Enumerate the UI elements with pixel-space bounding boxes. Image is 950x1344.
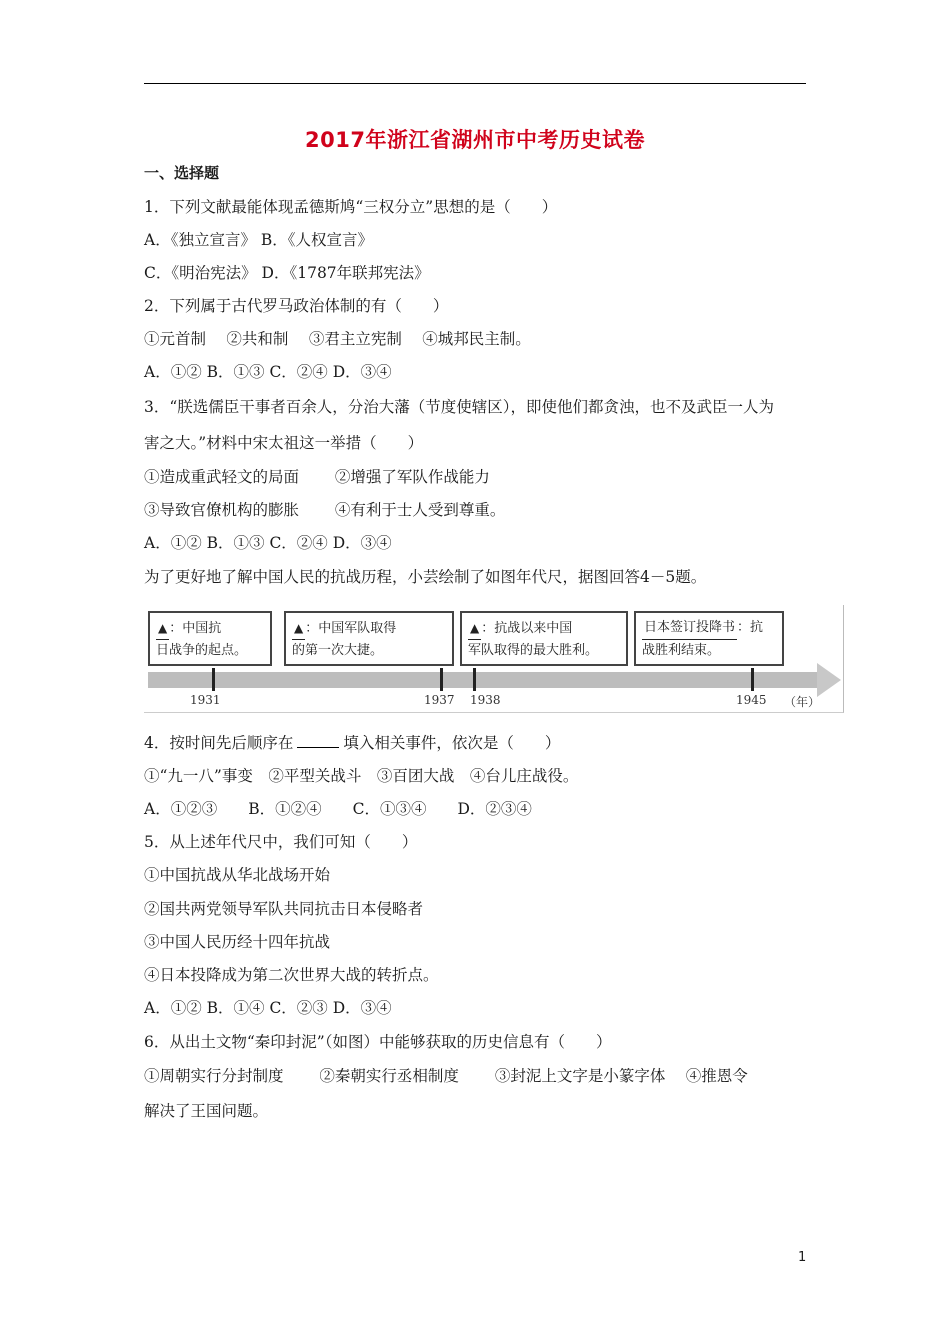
q5-statement-2: ②国共两党领导军队共同抗击日本侵略者	[144, 900, 424, 918]
timeline-intro: 为了更好地了解中国人民的抗战历程，小芸绘制了如图年代尺，据图回答4－5题。	[144, 568, 707, 586]
q5-statement-1: ①中国抗战从华北战场开始	[144, 866, 331, 884]
box-3-text-1: ：抗战以来中国	[481, 621, 573, 636]
box-1-text-2: 日战争的起点。	[156, 643, 248, 658]
tick-1938	[473, 668, 476, 691]
question-3: 3．“朕选儒臣干事者百余人，分治大藩（节度使辖区），即使他们都贪浊，也不及武臣一人为	[144, 398, 775, 416]
surrender-label: 日本签订投降书	[642, 617, 737, 640]
blank-triangle-1: ▲	[156, 617, 169, 640]
q3-statements-1: ①造成重武轻文的局面 ②增强了军队作战能力	[144, 468, 490, 486]
question-5: 5．从上述年代尺中，我们可知（ ）	[144, 833, 418, 851]
timeline-arrow-icon	[817, 663, 841, 697]
year-unit: （年）	[784, 695, 821, 709]
timeline-box-4	[634, 611, 784, 666]
q4-text-b: 填入相关事件，依次是（ ）	[343, 734, 561, 752]
tick-1931	[212, 668, 215, 691]
box-4-text-1: ：抗	[737, 620, 764, 635]
q5-options: A．①② B．①④ C．②③ D．③④	[144, 999, 392, 1017]
tick-1945	[751, 668, 754, 691]
q2-statements: ①元首制 ②共和制 ③君主立宪制 ④城邦民主制。	[144, 330, 531, 348]
section-heading: 一、选择题	[144, 164, 220, 182]
q4-options: A．①②③ B．①②④ C．①③④ D．②③④	[144, 800, 532, 818]
q1-options-cd: C．《明治宪法》 D．《1787年联邦宪法》	[144, 264, 430, 282]
box-3-text-2: 军队取得的最大胜利。	[468, 643, 599, 658]
answer-blank	[297, 733, 339, 748]
q2-options: A．①② B．①③ C．②④ D．③④	[144, 363, 392, 381]
question-1: 1．下列文献最能体现孟德斯鸠“三权分立”思想的是（ ）	[144, 198, 558, 216]
q1-options-ab: A．《独立宣言》 B．《人权宣言》	[144, 231, 374, 249]
page-number: 1	[798, 1250, 807, 1265]
q4-text-a: 4．按时间先后顺序在	[144, 734, 294, 752]
question-3-cont: 害之大。”材料中宋太祖这一举措（ ）	[144, 434, 424, 452]
timeline-figure	[144, 605, 844, 713]
timeline-box-1	[148, 611, 272, 666]
box-2-text-2: 的第一次大捷。	[292, 643, 384, 658]
year-1937: 1937	[424, 693, 455, 707]
question-6: 6．从出土文物“秦印封泥”（如图）中能够获取的历史信息有（ ）	[144, 1033, 612, 1051]
question-2: 2．下列属于古代罗马政治体制的有（ ）	[144, 297, 449, 315]
timeline-axis	[148, 672, 818, 688]
q3-options: A．①② B．①③ C．②④ D．③④	[144, 534, 392, 552]
box-1-text-1: ：中国抗	[169, 621, 222, 636]
q4-statements: ①“九一八”事变 ②平型关战斗 ③百团大战 ④台儿庄战役。	[144, 767, 579, 785]
year-1931: 1931	[190, 693, 221, 707]
box-4-text-2: 战胜利结束。	[642, 643, 721, 658]
question-4	[144, 733, 560, 753]
year-1945: 1945	[736, 693, 767, 707]
tick-1937	[440, 668, 443, 691]
blank-triangle-3: ▲	[468, 617, 481, 640]
timeline-box-3	[460, 611, 628, 666]
year-1938: 1938	[470, 693, 501, 707]
q3-statements-2: ③导致官僚机构的膨胀 ④有利于士人受到尊重。	[144, 501, 506, 519]
q5-statement-4: ④日本投降成为第二次世界大战的转折点。	[144, 966, 439, 984]
page-title: 2017年浙江省湖州市中考历史试卷	[305, 128, 645, 152]
q5-statement-3: ③中国人民历经十四年抗战	[144, 933, 331, 951]
timeline-box-2	[284, 611, 454, 666]
box-2-text-1: ：中国军队取得	[305, 621, 397, 636]
blank-triangle-2: ▲	[292, 617, 305, 640]
q6-statements: ①周朝实行分封制度 ②秦朝实行丞相制度 ③封泥上文字是小篆字体 ④推恩令	[144, 1067, 748, 1085]
q6-statements-cont: 解决了王国问题。	[144, 1102, 269, 1120]
header-rule	[144, 83, 806, 84]
